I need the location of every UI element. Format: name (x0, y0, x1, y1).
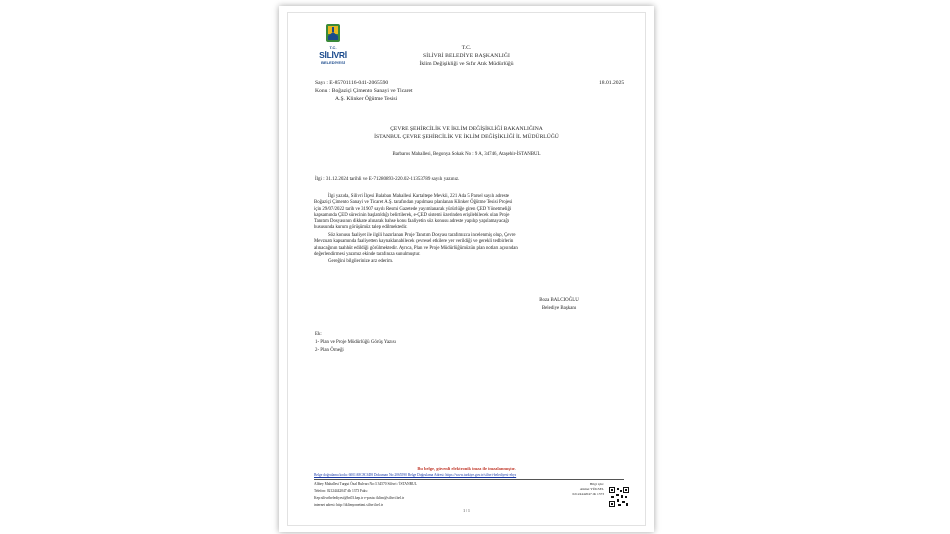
document-number: Sayı : E-85701116-041-2065590 (315, 80, 389, 86)
header-tc: T.C. (461, 45, 472, 51)
paragraph-line: değerlendirmesi yazımız ekinde tarafınıza sunulmuştur. (314, 251, 421, 257)
footer-phone: Telefon: 02124442047 dh 1373 Faks: (314, 489, 368, 493)
paragraph-line: için 29/07/2022 tarih ve 31907 sayılı Resmi Gazetede yayımlanarak yürürlüğe giren ÇED Yönetmeliği (314, 206, 512, 212)
closing-line: Gereğini bilgilerinize arz ederim. (328, 259, 394, 264)
footer-divider (314, 479, 624, 480)
header-department: İklim Değişikliği ve Sıfır Atık Müdürlüğü (419, 61, 514, 67)
paragraph-line: Boğaziçi Çimento Sanayi ve Ticaret A.Ş. tarafından yapılması planlanan Klinker Öğütme Tesisi Projesi (314, 200, 513, 206)
verification-link[interactable]: Belge doğrulama kodu: 6001A8C8C6D8 Dokuman No:2065590 Belge Doğrulama Adresi: https://www.turkiye.gov.tr/silivri-belediyesi-ebys (314, 473, 517, 477)
paragraph-line: kapsamında ÇED sürecinin başlatıldığı belirtilerek, e-ÇED sistemi üzerinden erişilebilecek olan Proje (314, 212, 510, 218)
paragraph-line: İlgi yazıda, Silivri İlçesi Balaban Mahallesi Kartaltepe Mevkii, 221 Ada 5 Parsel sayılı adreste (328, 194, 510, 199)
attachment-item: 1- Plan ve Proje Müdürlüğü Görüş Yazısı (315, 340, 396, 345)
subject-line-1: Konu : Boğaziçi Çimento Sanayi ve Ticaret (315, 88, 413, 94)
info-name: Ahmet YÜKSEL (579, 487, 604, 491)
paragraph-line: alınacağının taahhüt edildiği görülmektedir. Ayrıca, Plan ve Proje Müdürlüğümüzün plan notları açısından (314, 245, 518, 251)
body-paragraph-2 (314, 233, 624, 258)
logo-name-text: SİLİVRİ (319, 50, 347, 60)
subject-line-2: A.Ş. Klinker Öğütme Tesisi (335, 96, 398, 102)
recipient-address: Barbaros Mahallesi, Begonya Sokak No : 9 A, 34746, Ataşehir-İSTANBUL (392, 152, 541, 157)
footer-address: Alibey Mahallesi Turgut Özal Bulvarı No:3 34570 Silivri / İSTANBUL (314, 482, 417, 486)
footer-website: internet adresi: http://iklimyonetimi.silivri.bel.tr (314, 503, 383, 507)
document-page (279, 6, 654, 532)
page-number: 1 / 1 (463, 509, 470, 513)
paragraph-line: Söz konusu faaliyet ile ilgili hazırlanan Proje Tanıtım Dosyası tarafımızca incelenmiş olup, Çevre (328, 233, 516, 238)
logo-sub-text: BELEDİYESİ (321, 60, 345, 65)
attachment-item: 2- Plan Örneği (315, 348, 344, 353)
signatory-title: Belediye Başkanı (541, 306, 577, 311)
paragraph-line: Mevzuatı kapsamında faaliyetten kaynaklanabilecek çevresel etkilere yer verildiği ve gerekli tedbirlerin (314, 239, 514, 245)
qr-code-icon (609, 487, 629, 507)
e-signature-notice: Bu belge, güvenli elektronik imza ile imzalanmıştır. (417, 466, 516, 471)
info-phone: 02124442047 dh 1373 (572, 492, 604, 496)
recipient-line-1: ÇEVRE ŞEHİRCİLİK VE İKLİM DEĞİŞİKLİĞİ BAKANLIĞINA (390, 126, 543, 132)
signatory-name: Boza BALCIOĞLU (539, 298, 579, 303)
header-municipality: SİLİVRİ BELEDİYE BAŞKANLIĞI (423, 53, 510, 59)
body-paragraph-1 (314, 194, 624, 232)
footer-kep: Kep:silivribelediyesi@hs03.kep.tr e-posta: iklim@silivri.bel.tr (314, 496, 405, 500)
recipient-line-2: İSTANBUL ÇEVRE ŞEHİRCİLİK VE İKLİM DEĞİŞİKLİĞİ İL MÜDÜRLÜĞÜ (374, 134, 559, 140)
document-date: 18.01.2025 (599, 80, 625, 86)
reference-line: İlgi : 31.12.2024 tarihli ve E-71280893-220.02-11353789 sayılı yazınız. (315, 177, 460, 182)
page-frame (287, 12, 646, 526)
attachments-heading: Ek: (315, 332, 322, 337)
logo-tc-text: T.C. (329, 45, 337, 50)
paragraph-line: Tanıtım Dosyasının dikkate alınarak bahse konu faaliyetin söz konusu adreste yapılıp yapılamayacağı (314, 219, 510, 225)
info-label: Bilgi için: (589, 482, 604, 486)
logo-emblem-icon (323, 22, 343, 46)
paragraph-line: hususunda kurum görüşümüz talep edilmektedir. (314, 225, 408, 231)
